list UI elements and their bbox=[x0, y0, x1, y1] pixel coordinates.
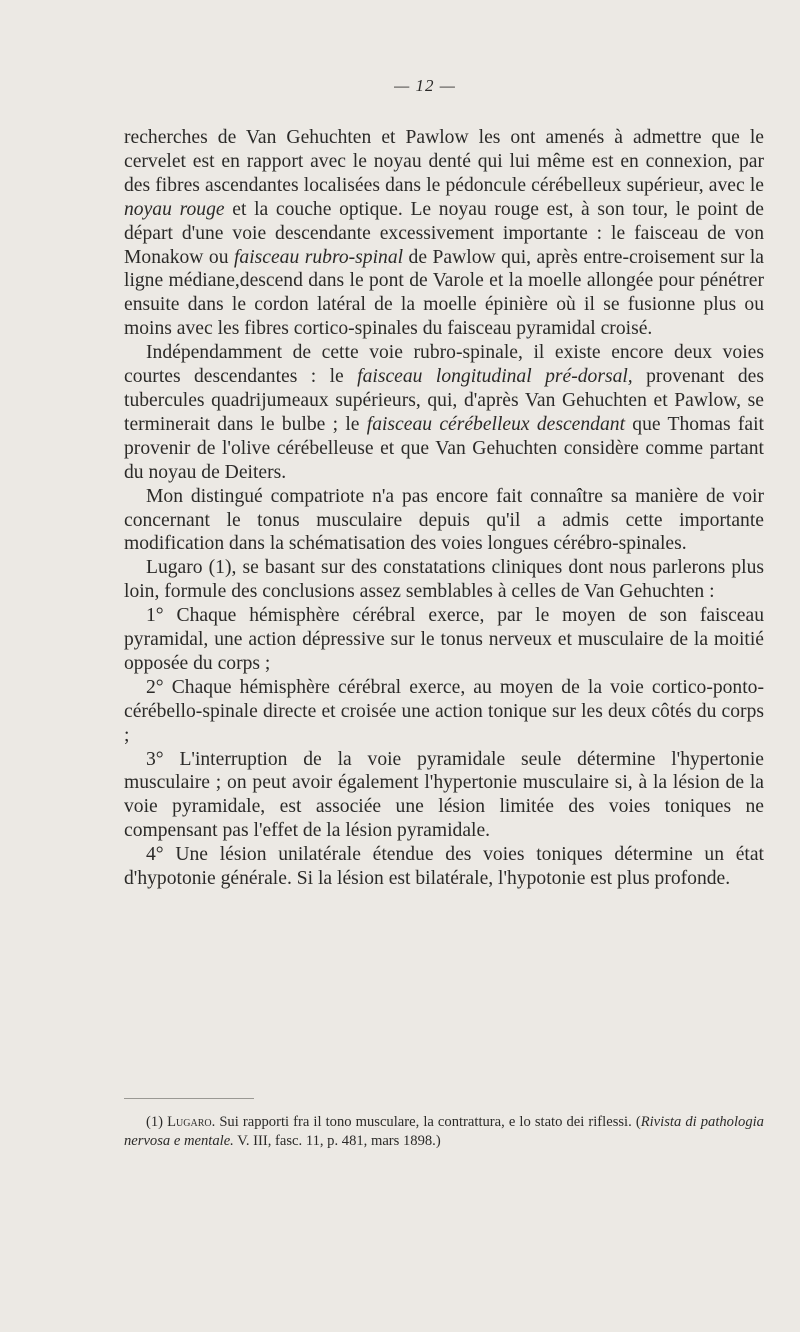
footnote bbox=[124, 1113, 764, 1150]
paragraph-2-text-c: provenant des tubercules quadrijumeaux supérieurs, qui, d'après Van Gehuchten et Pawlow, se terminerait dans le bulbe ; le bbox=[124, 366, 765, 435]
footnote-rule bbox=[124, 1098, 254, 1099]
paragraph-4: Lugaro (1), se basant sur des constatations cliniques dont nous parlerons plus loin, formule des conclusions assez semblables à celles de Van Gehuchten : bbox=[124, 557, 764, 603]
paragraph-1-emphasis-faisceau-rubro-spinal: faisceau rubro-spinal bbox=[233, 246, 404, 268]
paragraph-2-text-e: que Thomas fait provenir de l'olive cérébelleuse et que Van Gehuchten considère comme partant du noyau de Deiters. bbox=[124, 413, 764, 483]
list-item-3: 3° L'interruption de la voie pyramidale seule détermine l'hypertonie musculaire ; on peut avoir également l'hypertonie musculaire si, à la lésion de la voie pyramidale, est associée une lésion limitée des voies toniques ne compensant pas l'effet de la lésion pyramidale. bbox=[124, 748, 764, 842]
body-text bbox=[124, 126, 764, 891]
paragraph-1-emphasis-noyau-rouge: noyau rouge bbox=[124, 198, 225, 220]
paragraph-2-emphasis-faisceau-longitudinal: faisceau longitudinal pré-dorsal, bbox=[357, 366, 633, 388]
list-item-2: 2° Chaque hémisphère cérébral exerce, au moyen de la voie cortico-ponto-cérébello-spinale directe et croisée une action tonique sur les deux côtés du corps ; bbox=[124, 676, 764, 746]
footnote-author: Lugaro bbox=[167, 1114, 212, 1130]
list-item-1: 1° Chaque hémisphère cérébral exerce, par le moyen de son faisceau pyramidal, une action dépressive sur le tonus nerveux et musculaire de la moitié opposée du corps ; bbox=[124, 605, 764, 674]
list-item-4: 4° Une lésion unilatérale étendue des voies toniques détermine un état d'hypotonie générale. Si la lésion est bilatérale, l'hypotonie est plus profonde. bbox=[124, 844, 764, 890]
paragraph-1-text-a: recherches de Van Gehuchten et Pawlow les ont amenés à admettre que le cervelet est en rapport avec le noyau denté qui lui même est en connexion, par des fibres ascendantes localisées dans le pédoncule cérébelleux supérieur, avec le bbox=[124, 127, 764, 196]
paragraph-2-emphasis-faisceau-cerebelleux: faisceau cérébelleux descendant bbox=[366, 413, 626, 435]
paragraph-1 bbox=[124, 126, 764, 341]
footnote-marker: (1) bbox=[146, 1114, 168, 1130]
paragraph-2 bbox=[124, 341, 764, 484]
paragraph-2-text-a: Indépendamment de cette voie rubro-spinale, il existe encore deux voies courtes descendantes : le bbox=[124, 342, 764, 388]
paragraph-1-text-e: de Pawlow qui, après entre-croisement sur la ligne médiane,descend dans le pont de Varole et la moelle allongée pour pénétrer ensuite dans le cordon latéral de la moelle épinière où il se fusionne plus ou moins avec les fibres cortico-spinales du faisceau pyramidal croisé. bbox=[124, 246, 764, 340]
footnote-journal: Rivista di pathologia nervosa e mentale. bbox=[124, 1114, 764, 1149]
paragraph-3: Mon distingué compatriote n'a pas encore fait connaître sa manière de voir concernant le tonus musculaire depuis qu'il a admis cette importante modification dans la schématisation des voies longues cérébro-spinales. bbox=[124, 485, 764, 555]
paragraph-1-text-c: et la couche optique. Le noyau rouge est, à son tour, le point de départ d'une voie descendante excessivement importante : le faisceau de von Monakow ou bbox=[124, 198, 764, 268]
page-number: — 12 — bbox=[394, 76, 456, 95]
footnote-text-2: V. III, fasc. 11, p. 481, mars 1898.) bbox=[233, 1132, 441, 1149]
footnote-text-1: . Sui rapporti fra il tono musculare, la contrattura, e lo stato dei riflessi. ( bbox=[211, 1114, 641, 1130]
